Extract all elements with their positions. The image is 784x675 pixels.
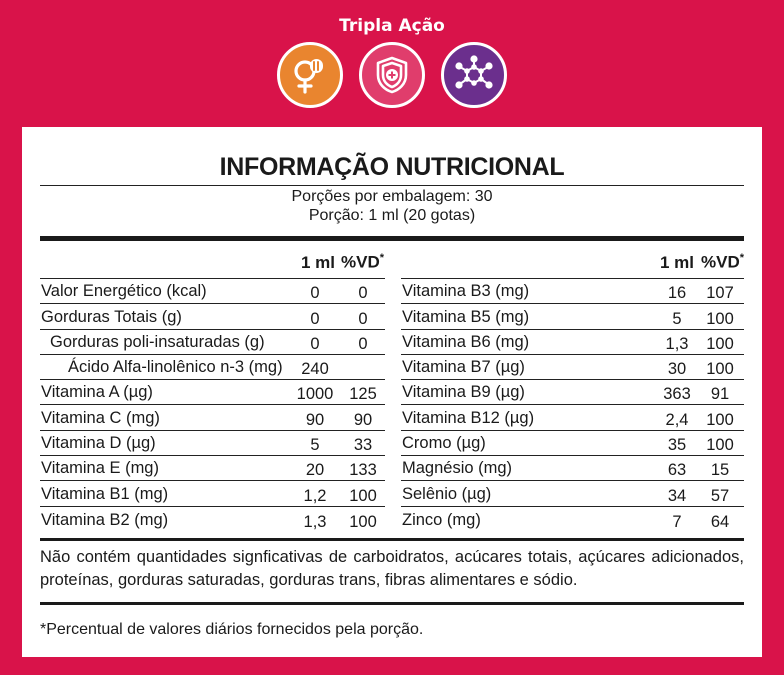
shield-protection-icon [359,42,425,108]
divider-thick [40,236,744,241]
nutrient-name: Vitamina B1 (mg) [41,484,169,503]
nutrient-dv: 0 [358,309,368,328]
nutrient-name: Vitamina C (mg) [41,408,160,427]
nutrient-amount: 34 [667,486,687,505]
nutrient-amount: 0 [310,334,320,353]
nutrient-dv: 100 [706,410,734,429]
nutrient-dv: 100 [706,360,734,379]
table-row [40,330,385,355]
table-row [401,507,744,532]
nutrient-name: Cromo (µg) [402,434,486,453]
servings-text: Porções por embalagem: 30 [291,188,493,205]
nutrient-amount: 5 [310,436,320,455]
disclaimer-note: Não contém quantidades signficativas de carboidratos, acúcares totais, açúcares adicionados, proteínas, gorduras saturadas, gorduras trans, fibras alimentares e sódio. [40,548,744,589]
table-row [40,431,385,456]
portion-text: Porção: 1 ml (20 gotas) [308,207,476,224]
nutrient-dv: 91 [710,385,730,404]
col-dv-label: %VD [701,253,740,272]
nutrition-title: INFORMAÇÃO NUTRICIONAL [219,153,565,181]
nutrient-amount: 2,4 [665,410,689,429]
nutrient-dv: 0 [358,334,368,353]
nutrient-name: Vitamina B3 (mg) [402,282,530,301]
table-row [40,405,385,430]
nutrient-dv: 57 [710,486,730,505]
nutrient-amount: 1,3 [665,334,689,353]
nutrient-amount: 16 [667,284,687,303]
nutrient-name: Selênio (µg) [402,484,492,503]
nutrient-dv: 15 [710,461,730,480]
nutrient-name: Gorduras poli-insaturadas (g) [50,332,265,351]
col-dv-label: %VD [341,253,380,272]
table-row [40,355,385,380]
table-row [40,456,385,481]
nutrient-amount: 90 [305,410,325,429]
icon-row [277,42,509,112]
nutrient-amount: 5 [672,309,682,328]
nutrient-name: Vitamina B9 (µg) [402,383,525,402]
table-row [40,507,385,532]
nutrient-dv: 100 [349,512,377,531]
table-row [401,456,744,481]
nutrient-name: Gorduras Totais (g) [41,307,182,326]
nutrient-amount: 7 [672,512,682,531]
table-row [40,304,385,329]
nutrient-dv: 100 [706,334,734,353]
footnote: *Percentual de valores diários fornecidos pela porção. [40,621,424,638]
divider-thick [40,538,744,541]
nutrient-name: Valor Energético (kcal) [41,282,207,301]
table-header [40,245,385,279]
nutrient-name: Vitamina E (mg) [41,459,159,478]
divider-thick [40,602,744,605]
nutrient-dv: 107 [706,284,734,303]
col-dv-header: %VD* [701,252,745,272]
nutrient-amount: 1000 [296,385,334,404]
table-row [40,481,385,506]
nutrient-dv: 90 [353,410,373,429]
nutrient-dv: 33 [353,436,373,455]
nutrient-name: Vitamina B6 (mg) [402,332,530,351]
molecule-icon [441,42,507,108]
divider [40,185,744,186]
nutrient-name: Magnésio (mg) [402,459,513,478]
nutrient-name: Zinco (mg) [402,510,481,529]
nutrient-name: Vitamina B2 (mg) [41,510,169,529]
table-row [401,330,744,355]
table-row [401,355,744,380]
nutrient-amount: 63 [667,461,687,480]
nutrient-amount: 0 [310,309,320,328]
nutrient-name: Vitamina B5 (mg) [402,307,530,326]
nutrient-amount: 1,2 [303,486,327,505]
nutrient-dv: 100 [706,309,734,328]
table-row [401,380,744,405]
nutrient-dv: 100 [706,436,734,455]
table-row [401,304,744,329]
nutrient-amount: 240 [301,360,329,379]
table-row [401,481,744,506]
table-row [40,380,385,405]
page-title: Tripla Ação [339,16,445,36]
female-health-icon [277,42,343,108]
col-amount-header: 1 ml [301,253,336,272]
table-row [401,431,744,456]
nutrient-amount: 363 [663,385,691,404]
col-dv-header: %VD* [341,252,385,272]
nutrient-table-left [40,245,385,532]
nutrient-name: Vitamina B7 (µg) [402,358,525,377]
nutrient-name: Vitamina B12 (µg) [402,408,535,427]
nutrition-panel [22,127,762,657]
col-amount-header: 1 ml [660,253,695,272]
nutrient-amount: 0 [310,284,320,303]
nutrient-amount: 1,3 [303,512,327,531]
nutrient-amount: 30 [667,360,687,379]
nutrient-dv: 100 [349,486,377,505]
nutrient-amount: 35 [667,436,687,455]
table-row [401,405,744,430]
nutrient-name: Vitamina D (µg) [41,434,156,453]
nutrient-name: Vitamina A (µg) [41,383,153,402]
table-header [401,245,744,279]
table-row [40,279,385,304]
nutrient-table-right [401,245,744,532]
nutrient-dv: 0 [358,284,368,303]
nutrient-dv: 133 [349,461,377,480]
nutrient-dv: 64 [710,512,730,531]
nutrient-dv: 125 [349,385,377,404]
table-row [401,279,744,304]
nutrient-name: Ácido Alfa-linolênico n-3 (mg) [68,358,283,377]
nutrient-amount: 20 [305,461,325,480]
